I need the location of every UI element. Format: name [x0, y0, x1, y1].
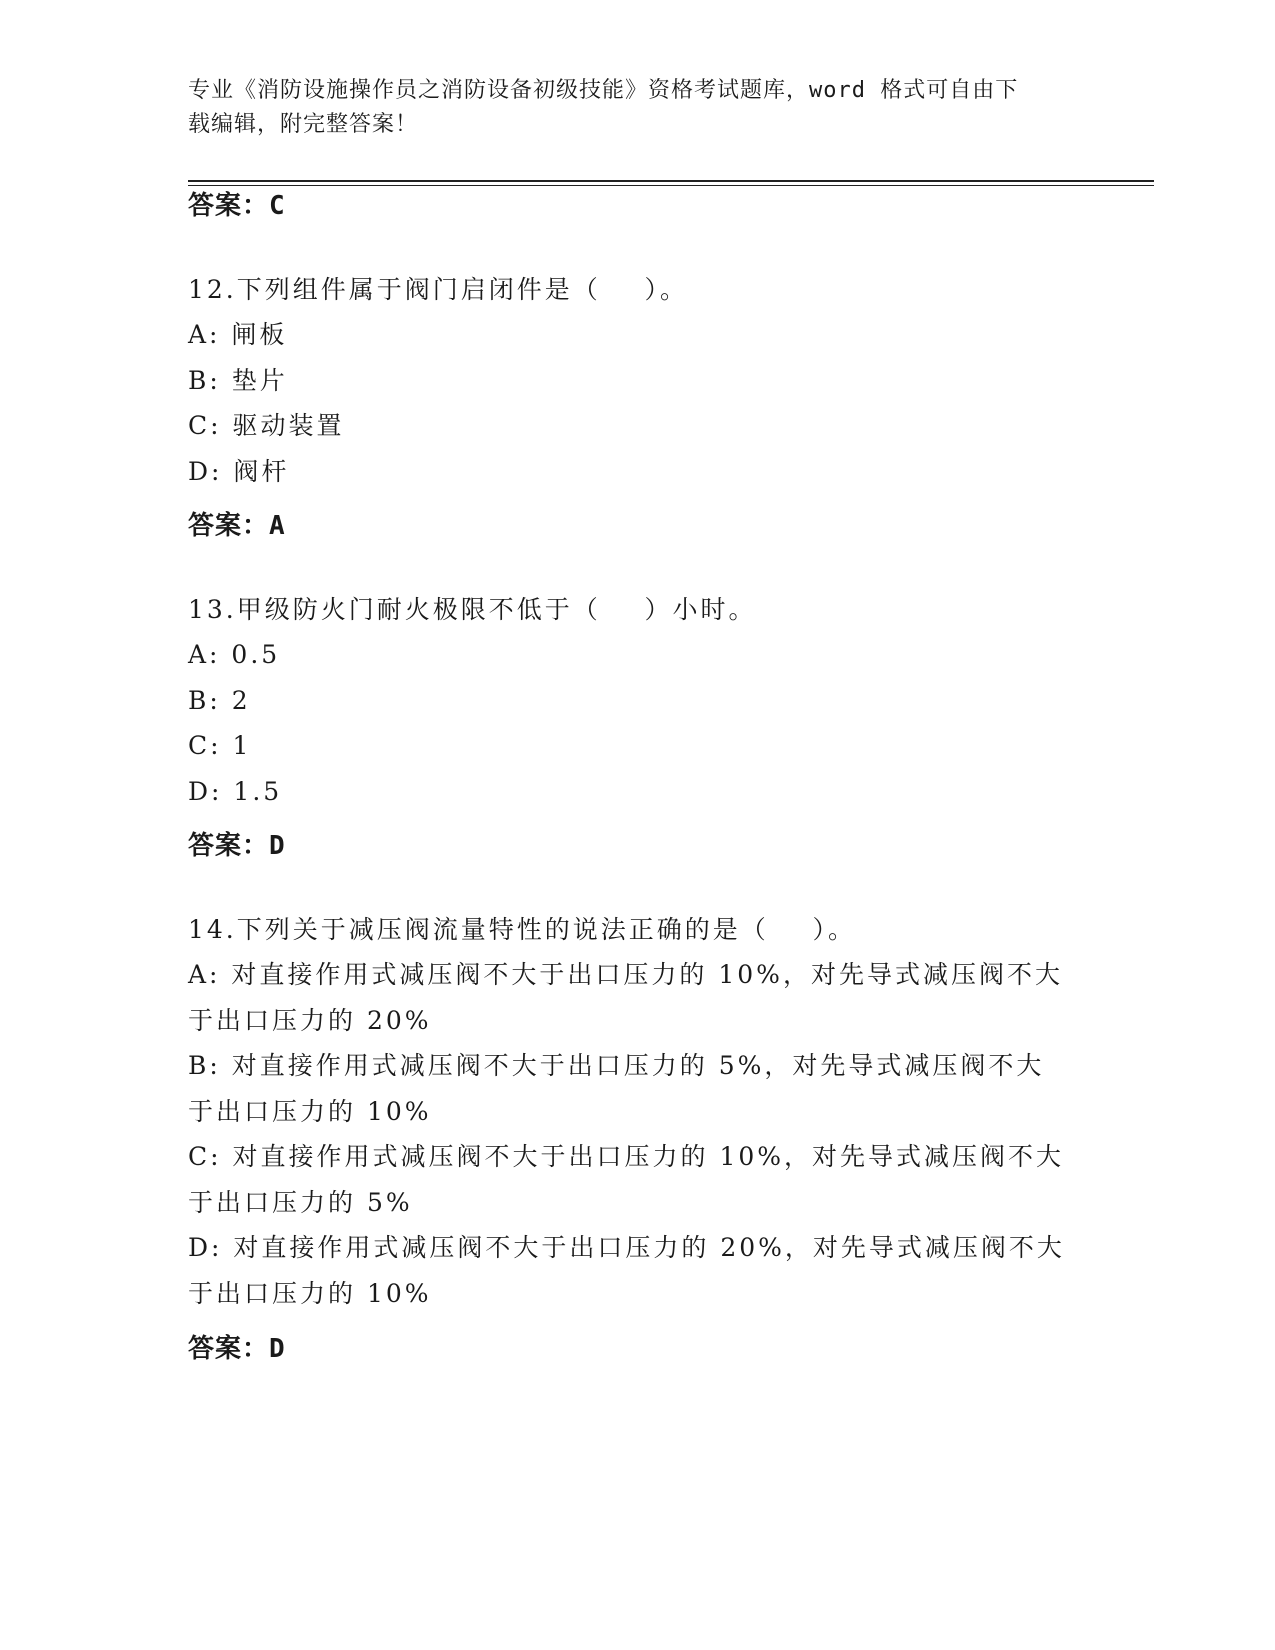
question-stem: 14.下列关于减压阀流量特性的说法正确的是（ ）。	[188, 915, 857, 944]
question-14	[188, 907, 1068, 1316]
option-b: B: 对直接作用式减压阀不大于出口压力的 5%，对先导式减压阀不大于出口压力的 10%	[188, 1051, 1045, 1126]
option-b: B: 垫片	[188, 365, 288, 395]
question-13	[188, 587, 1088, 814]
answer-13: 答案：D	[188, 831, 286, 861]
question-stem: 13.甲级防火门耐火极限不低于（ ）小时。	[188, 595, 757, 624]
question-stem: 12.下列组件属于阀门启闭件是（ ）。	[188, 275, 689, 304]
previous-answer: 答案：C	[188, 191, 286, 221]
answer-12: 答案：A	[188, 511, 286, 541]
option-a: A: 对直接作用式减压阀不大于出口压力的 10%，对先导式减压阀不大于出口压力的 20%	[188, 960, 1063, 1035]
header-line-1: 专业《消防设施操作员之消防设备初级技能》资格考试题库，word 格式可自由下	[188, 78, 1019, 103]
header-divider-thin	[188, 185, 1154, 186]
option-b: B: 2	[188, 685, 251, 715]
header-divider	[188, 180, 1154, 182]
document-header	[188, 74, 1068, 142]
option-a: A: 0.5	[188, 640, 281, 669]
option-d: D: 1.5	[188, 776, 283, 806]
option-c: C: 1	[188, 731, 252, 760]
option-c: C: 对直接作用式减压阀不大于出口压力的 10%，对先导式减压阀不大于出口压力的 5%	[188, 1142, 1065, 1217]
option-d: D: 对直接作用式减压阀不大于出口压力的 20%，对先导式减压阀不大于出口压力的 10%	[188, 1233, 1065, 1308]
option-c: C: 驱动装置	[188, 411, 345, 440]
answer-14: 答案：D	[188, 1334, 286, 1364]
header-line-2: 载编辑，附完整答案！	[188, 112, 419, 137]
option-d: D: 阀杆	[188, 456, 290, 486]
question-12	[188, 267, 1088, 494]
option-a: A: 闸板	[188, 320, 288, 349]
